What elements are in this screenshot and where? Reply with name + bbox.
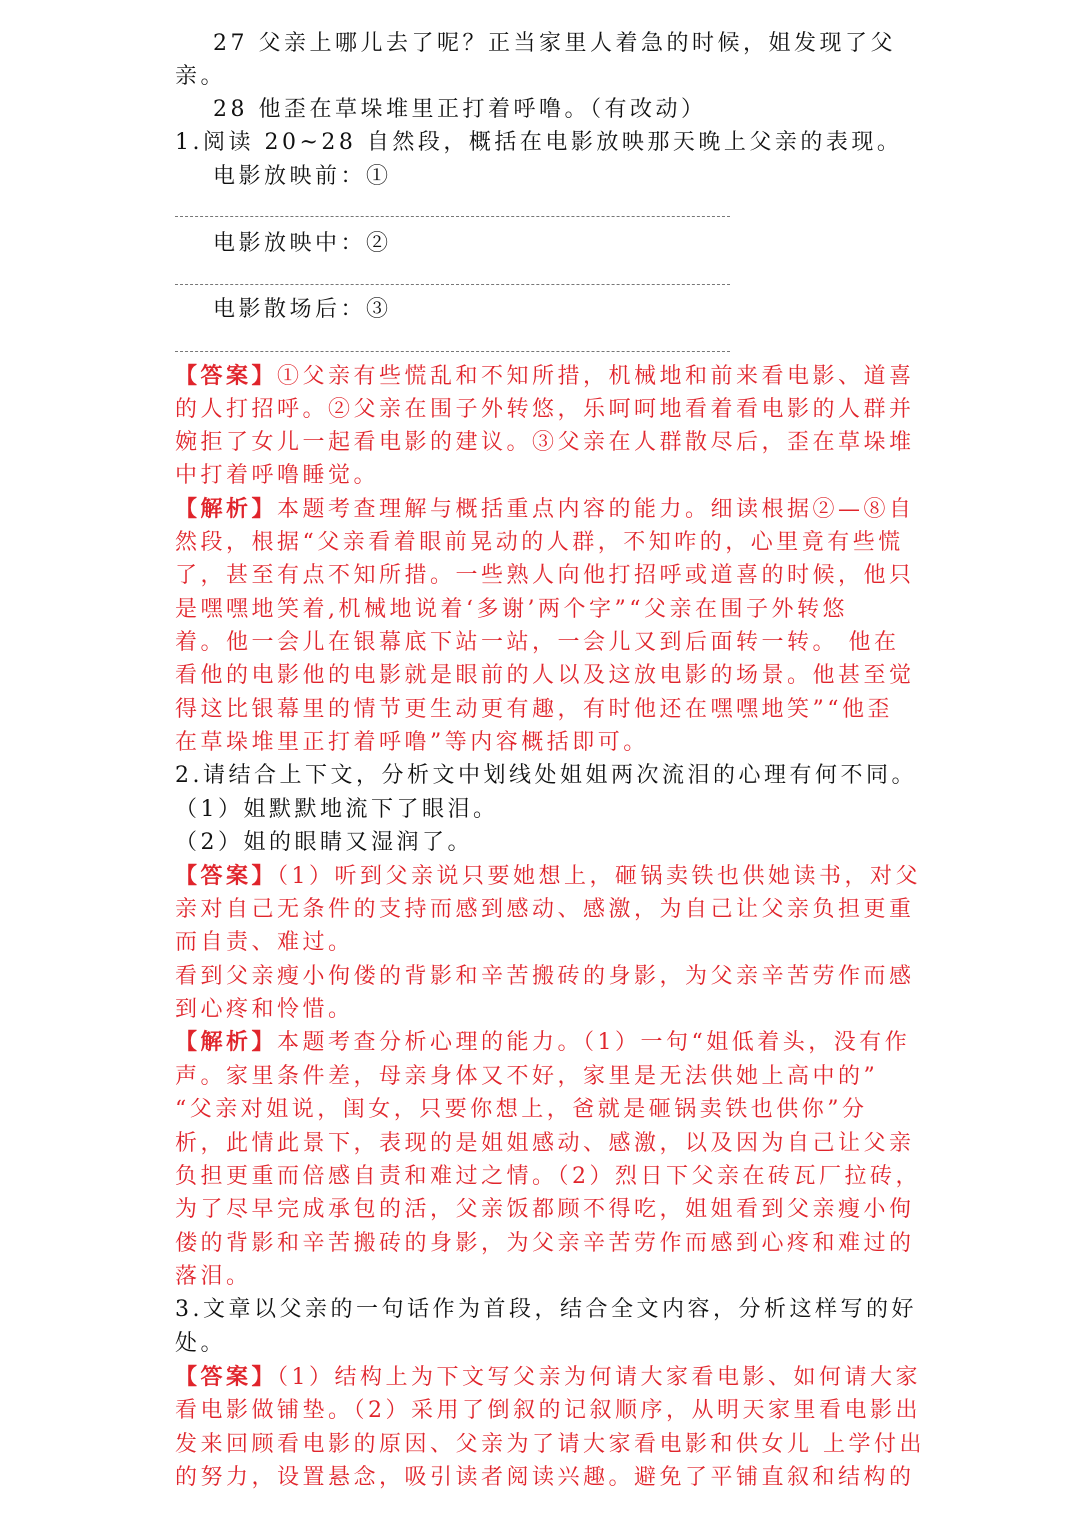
q1-blank1-line [175,216,730,217]
q1-analysis-line: 然段，根据“父亲看着眼前晃动的人群，不知咋的，心里竟有些慌 [175,530,904,555]
q1-blank3-line [175,351,730,352]
q1-analysis-line: 是嘿嘿地笑着,机械地说着‘多谢’两个字”“父亲在围子外转悠 [175,597,848,622]
q1-answer-tag: 【答案】 [175,363,278,389]
q1-analysis-line [175,493,915,526]
q1-answer-line: 中打着呼噜睡觉。 [175,463,380,488]
q2-analysis-line: “父亲对姐说，闺女，只要你想上，爸就是砸锅卖铁也供你”分 [175,1097,868,1122]
q2-analysis-line: 偻的背影和辛苦搬砖的身影，为父亲辛苦劳作而感到心疼和难过的 [175,1231,915,1256]
q1-answer-line: 的人打招呼。②父亲在围子外转悠，乐呵呵地看着看电影的人群并 [175,397,915,422]
passage-p27-line2: 亲。 [175,64,227,89]
q2-item2: （2）姐的眼睛又湿润了。 [175,830,473,855]
q2-analysis-text: 本题考查分析心理的能力。（1）一句“姐低着头，没有作 [277,1030,911,1055]
q1-blank1-label: 电影放映前：① [213,164,392,189]
q1-analysis-text: 本题考查理解与概括重点内容的能力。细读根据②—⑧自 [277,497,915,522]
q2-answer-line [175,860,921,893]
q2-analysis-tag: 【解析】 [175,1029,278,1055]
q1-analysis-tag: 【解析】 [175,496,278,522]
q3-question: 处。 [175,1331,227,1356]
q2-answer-text: （1）听到父亲说只要她想上，砸锅卖铁也供她读书，对父 [277,864,922,889]
q2-answer-tag: 【答案】 [175,863,278,889]
q1-answer-line: 婉拒了女儿一起看电影的建议。③父亲在人群散尽后，歪在草垛堆 [175,430,915,455]
q3-answer-line: 看电影做铺垫。（2）采用了倒叙的记叙顺序，从明天家里看电影出 [175,1398,921,1423]
q3-question: 3.文章以父亲的一句话作为首段，结合全文内容，分析这样写的好 [175,1297,917,1322]
q3-answer-line [175,1361,921,1394]
passage-p27-line1: 27 父亲上哪儿去了呢？正当家里人着急的时候，姐发现了父 [213,31,896,56]
q1-analysis-line: 得这比银幕里的情节更生动更有趣，有时他还在嘿嘿地笑”“他歪 [175,697,893,722]
q2-answer-line: 亲对自己无条件的支持而感到感动、感激，为自己让父亲负担更重 [175,897,915,922]
q2-question: 2.请结合上下文，分析文中划线处姐姐两次流泪的心理有何不同。 [175,763,917,788]
q1-analysis-line: 看他的电影他的电影就是眼前的人以及这放电影的场景。他甚至觉 [175,663,915,688]
q1-blank3-label: 电影散场后：③ [213,297,392,322]
q2-analysis-line: 为了尽早完成承包的活，父亲饭都顾不得吃，姐姐看到父亲瘦小佝 [175,1197,915,1222]
q3-answer-tag: 【答案】 [175,1364,278,1390]
q2-analysis-line: 负担更重而倍感自责和难过之情。（2）烈日下父亲在砖瓦厂拉砖， [175,1164,921,1189]
q2-answer-line: 到心疼和怜惜。 [175,997,354,1022]
q3-answer-line: 的努力，设置悬念，吸引读者阅读兴趣。避免了平铺直叙和结构的 [175,1465,915,1490]
q2-answer-line: 看到父亲瘦小佝偻的背影和辛苦搬砖的身影，为父亲辛苦劳作而感 [175,964,915,989]
q1-blank2-line [175,284,730,285]
q2-analysis-line: 落泪。 [175,1264,252,1289]
q1-analysis-line: 在草垛堆里正打着呼噜”等内容概括即可。 [175,730,649,755]
q1-answer-text: ①父亲有些慌乱和不知所措，机械地和前来看电影、道喜 [277,364,915,389]
q1-question: 1.阅读 20~28 自然段，概括在电影放映那天晚上父亲的表现。 [175,130,903,155]
q2-analysis-line: 声。家里条件差，母亲身体又不好，家里是无法供她上高中的” [175,1064,879,1089]
q2-item1: （1）姐默默地流下了眼泪。 [175,797,499,822]
q2-answer-line: 而自责、难过。 [175,930,354,955]
q1-blank2-label: 电影放映中：② [213,231,392,256]
q2-analysis-line: 析，此情此景下，表现的是姐姐感动、感激，以及因为自己让父亲 [175,1131,915,1156]
q1-analysis-line: 着。他一会儿在银幕底下站一站，一会儿又到后面转一转。 他在 [175,630,900,655]
q3-answer-line: 发来回顾看电影的原因、父亲为了请大家看电影和供女儿 上学付出 [175,1432,925,1457]
q1-answer-line [175,360,915,393]
q3-answer-text: （1）结构上为下文写父亲为何请大家看电影、如何请大家 [277,1365,922,1390]
q2-analysis-line [175,1026,910,1059]
passage-p28: 28 他歪在草垛堆里正打着呼噜。（有改动） [213,97,707,122]
q1-analysis-line: 了，甚至有点不知所措。一些熟人向他打招呼或道喜的时候，他只 [175,563,915,588]
